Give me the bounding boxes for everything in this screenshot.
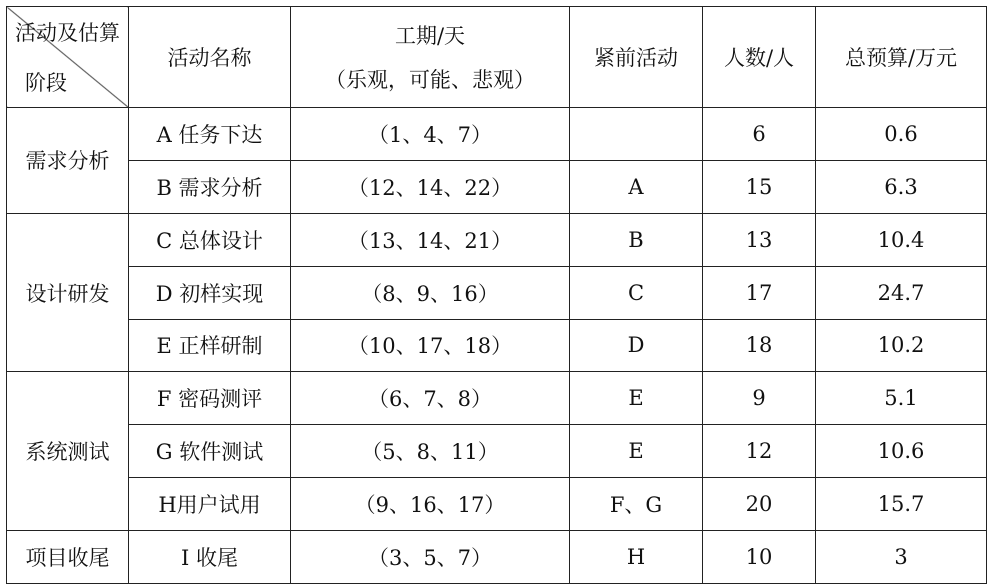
activity-name-cell: C 总体设计: [129, 213, 291, 266]
header-budget: 总预算/万元: [816, 7, 987, 108]
header-duration-line1: 工期/天: [394, 24, 466, 48]
predecessor-cell: B: [570, 213, 703, 266]
table-row: [7, 213, 987, 266]
activity-name-cell: F 密码测评: [129, 372, 291, 425]
table-row: [7, 531, 987, 584]
duration-cell: （8、9、16）: [291, 266, 570, 319]
predecessor-cell: E: [570, 372, 703, 425]
duration-cell: （5、8、11）: [291, 425, 570, 478]
budget-cell: 5.1: [816, 372, 987, 425]
activity-name-cell: D 初样实现: [129, 266, 291, 319]
header-row: [7, 7, 987, 108]
budget-cell: 10.2: [816, 319, 987, 372]
budget-cell: 24.7: [816, 266, 987, 319]
activity-name-cell: E 正样研制: [129, 319, 291, 372]
budget-cell: 0.6: [816, 108, 987, 161]
budget-cell: 6.3: [816, 160, 987, 213]
activity-name-cell: I 收尾: [129, 531, 291, 584]
activity-table-container: [6, 6, 986, 584]
stage-cell: 需求分析: [7, 108, 129, 214]
duration-cell: （10、17、18）: [291, 319, 570, 372]
table-body: [7, 108, 987, 584]
table-row: [7, 266, 987, 319]
predecessor-cell: D: [570, 319, 703, 372]
header-activity-name: 活动名称: [129, 7, 291, 108]
stage-cell: 系统测试: [7, 372, 129, 531]
people-cell: 17: [703, 266, 816, 319]
people-cell: 10: [703, 531, 816, 584]
activity-name-cell: H用户试用: [129, 478, 291, 531]
activity-name-cell: A 任务下达: [129, 108, 291, 161]
predecessor-cell: H: [570, 531, 703, 584]
predecessor-cell: [570, 108, 703, 161]
table-row: [7, 108, 987, 161]
corner-header-top: 活动及估算: [15, 21, 120, 45]
stage-cell: 项目收尾: [7, 531, 129, 584]
corner-header-bottom: 阶段: [25, 71, 67, 95]
predecessor-cell: F、G: [570, 478, 703, 531]
duration-cell: （3、5、7）: [291, 531, 570, 584]
predecessor-cell: A: [570, 160, 703, 213]
people-cell: 12: [703, 425, 816, 478]
predecessor-cell: C: [570, 266, 703, 319]
people-cell: 18: [703, 319, 816, 372]
header-duration: [291, 7, 570, 108]
people-cell: 13: [703, 213, 816, 266]
header-predecessor: 紧前活动: [570, 7, 703, 108]
activity-table: [6, 6, 987, 584]
stage-cell: 设计研发: [7, 213, 129, 372]
people-cell: 15: [703, 160, 816, 213]
duration-cell: （6、7、8）: [291, 372, 570, 425]
table-row: [7, 478, 987, 531]
budget-cell: 10.6: [816, 425, 987, 478]
table-row: [7, 372, 987, 425]
activity-name-cell: G 软件测试: [129, 425, 291, 478]
duration-cell: （1、4、7）: [291, 108, 570, 161]
budget-cell: 3: [816, 531, 987, 584]
people-cell: 9: [703, 372, 816, 425]
duration-cell: （12、14、22）: [291, 160, 570, 213]
table-row: [7, 425, 987, 478]
people-cell: 6: [703, 108, 816, 161]
predecessor-cell: E: [570, 425, 703, 478]
duration-cell: （9、16、17）: [291, 478, 570, 531]
duration-cell: （13、14、21）: [291, 213, 570, 266]
header-people: 人数/人: [703, 7, 816, 108]
table-row: [7, 319, 987, 372]
activity-name-cell: B 需求分析: [129, 160, 291, 213]
header-duration-line2: （乐观，可能、悲观）: [325, 68, 535, 92]
people-cell: 20: [703, 478, 816, 531]
corner-header-cell: [7, 7, 129, 108]
budget-cell: 10.4: [816, 213, 987, 266]
table-row: [7, 160, 987, 213]
budget-cell: 15.7: [816, 478, 987, 531]
